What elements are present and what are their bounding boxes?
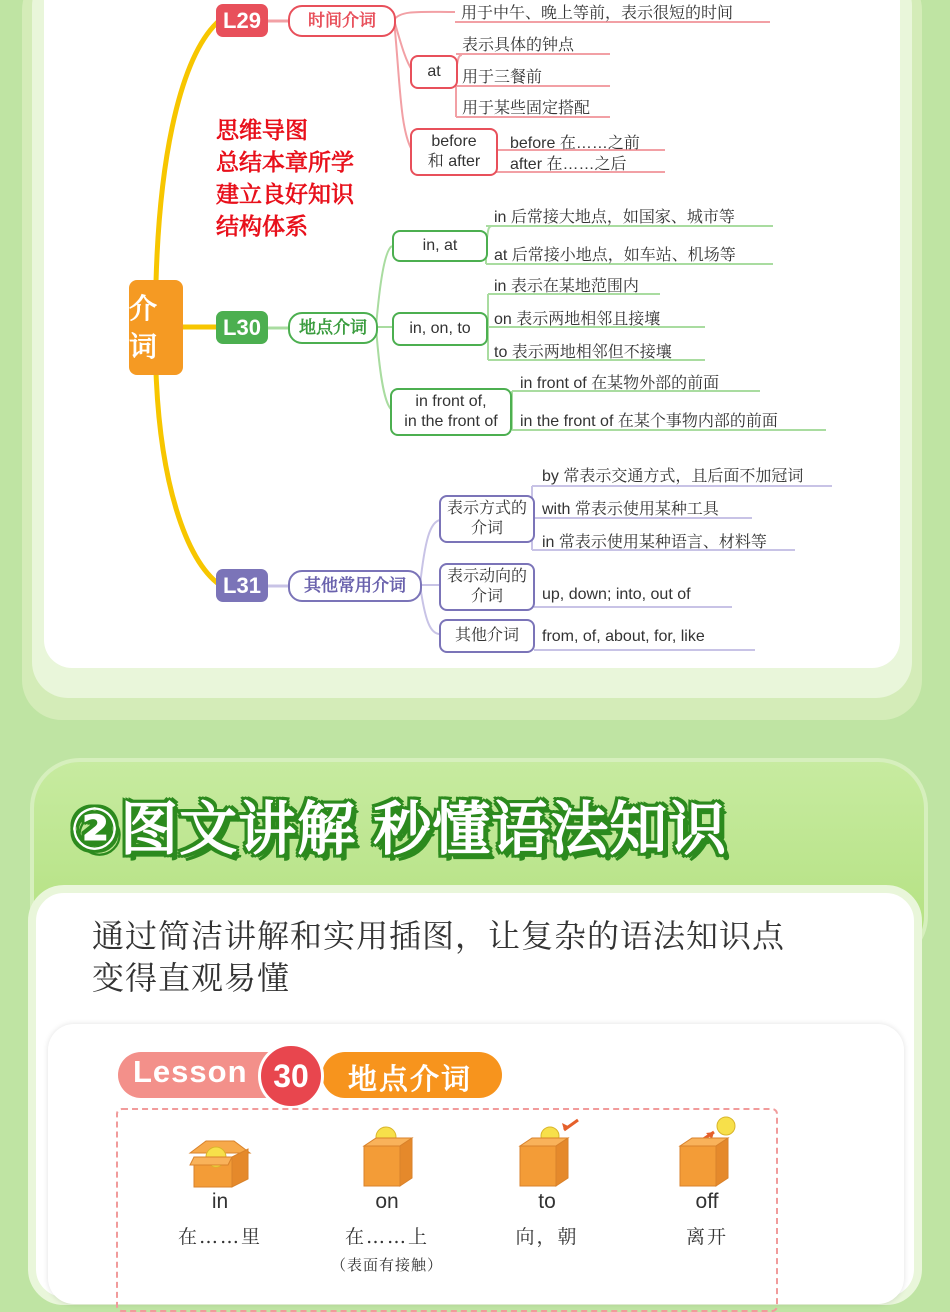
prep-word: in <box>211 1190 229 1213</box>
box-ball-off-icon <box>674 1114 744 1190</box>
prep-word: on <box>375 1190 399 1213</box>
prep-meaning: 在……上 <box>344 1226 429 1248</box>
l29-tag: L29 <box>216 4 268 37</box>
l31-connector <box>268 583 290 589</box>
description-line: 变得直观易懂 <box>92 960 291 996</box>
l29-at-item: 用于三餐前 <box>462 69 543 86</box>
l31-other-node: 其他介词 <box>439 619 535 653</box>
l31-tag: L31 <box>216 569 268 602</box>
slogan <box>216 114 354 242</box>
l29-at-node: at <box>410 55 458 89</box>
box-ball-to-icon <box>514 1114 584 1190</box>
l31-manner-item: in 常表示使用某种语言、材料等 <box>542 534 767 551</box>
l29-at-item: 用于某些固定搭配 <box>462 100 591 117</box>
l30-tag: L30 <box>216 311 268 344</box>
l30-in-at-item: in 后常接大地点，如国家、城市等 <box>494 209 735 226</box>
prep-note: （表面有接触） <box>330 1256 443 1274</box>
l30-in-on-to-node: in, on, to <box>392 312 488 346</box>
prep-meaning: 离开 <box>685 1226 728 1248</box>
l29-before-after-item: after 在……之后 <box>510 156 627 173</box>
l29-connector <box>268 18 290 24</box>
description-line: 通过简洁讲解和实用插图，让复杂的语法知识点 <box>92 918 786 954</box>
l31-label: 其他常用介词 <box>288 570 422 602</box>
l31-direction-item: up, down; into, out of <box>542 586 691 603</box>
l31-manner-item: with 常表示使用某种工具 <box>542 501 719 518</box>
l29-label: 时间介词 <box>288 5 396 37</box>
l30-in-front-item: in front of 在某物外部的前面 <box>520 375 720 392</box>
slogan-line: 结构体系 <box>216 213 308 239</box>
lesson-word: Lesson <box>133 1054 248 1089</box>
l31-manner-node: 表示方式的 介词 <box>439 495 535 543</box>
lesson-number: 30 <box>273 1057 309 1094</box>
l30-label: 地点介词 <box>288 312 378 344</box>
l31-other-item: from, of, about, for, like <box>542 628 705 645</box>
l30-in-at-node: in, at <box>392 230 488 262</box>
lesson-number-badge <box>258 1043 324 1109</box>
l29-top-note: 用于中午、晚上等前，表示很短的时间 <box>461 5 734 22</box>
prep-word: to <box>538 1190 556 1213</box>
l29-before-after-item: before 在……之前 <box>510 135 640 152</box>
prep-word: off <box>695 1190 719 1213</box>
l30-connector <box>268 325 290 331</box>
core-label: 介词 <box>129 292 158 362</box>
l30-in-front-item: in the front of 在某个事物内部的前面 <box>520 413 778 430</box>
section2-title: ②图文讲解 秒懂语法知识 <box>70 797 728 862</box>
slogan-line: 总结本章所学 <box>216 149 354 175</box>
core-node <box>129 280 183 375</box>
l31-manner-item: by 常表示交通方式，且后面不加冠词 <box>542 468 804 485</box>
open-box-ball-in-icon <box>188 1135 252 1191</box>
slogan-line: 建立良好知识 <box>216 181 354 207</box>
l30-in-on-to-item: to 表示两地相邻但不接壤 <box>494 344 672 361</box>
prep-meaning: 向，朝 <box>515 1226 579 1248</box>
section2-description <box>92 915 785 999</box>
prep-meaning: 在……里 <box>177 1226 262 1248</box>
l30-in-front-node: in front of, in the front of <box>390 388 512 436</box>
l29-at-item: 表示具体的钟点 <box>462 37 575 54</box>
l30-in-on-to-item: on 表示两地相邻且接壤 <box>494 311 661 328</box>
lesson-title: 地点介词 <box>348 1064 473 1096</box>
slogan-line: 思维导图 <box>216 117 308 143</box>
l31-direction-node: 表示动向的 介词 <box>439 563 535 611</box>
l30-in-at-item: at 后常接小地点，如车站、机场等 <box>494 247 736 264</box>
l29-before-after-node: before 和 after <box>410 128 498 176</box>
box-ball-on-icon <box>358 1124 418 1190</box>
l30-in-on-to-item: in 表示在某地范围内 <box>494 278 639 295</box>
